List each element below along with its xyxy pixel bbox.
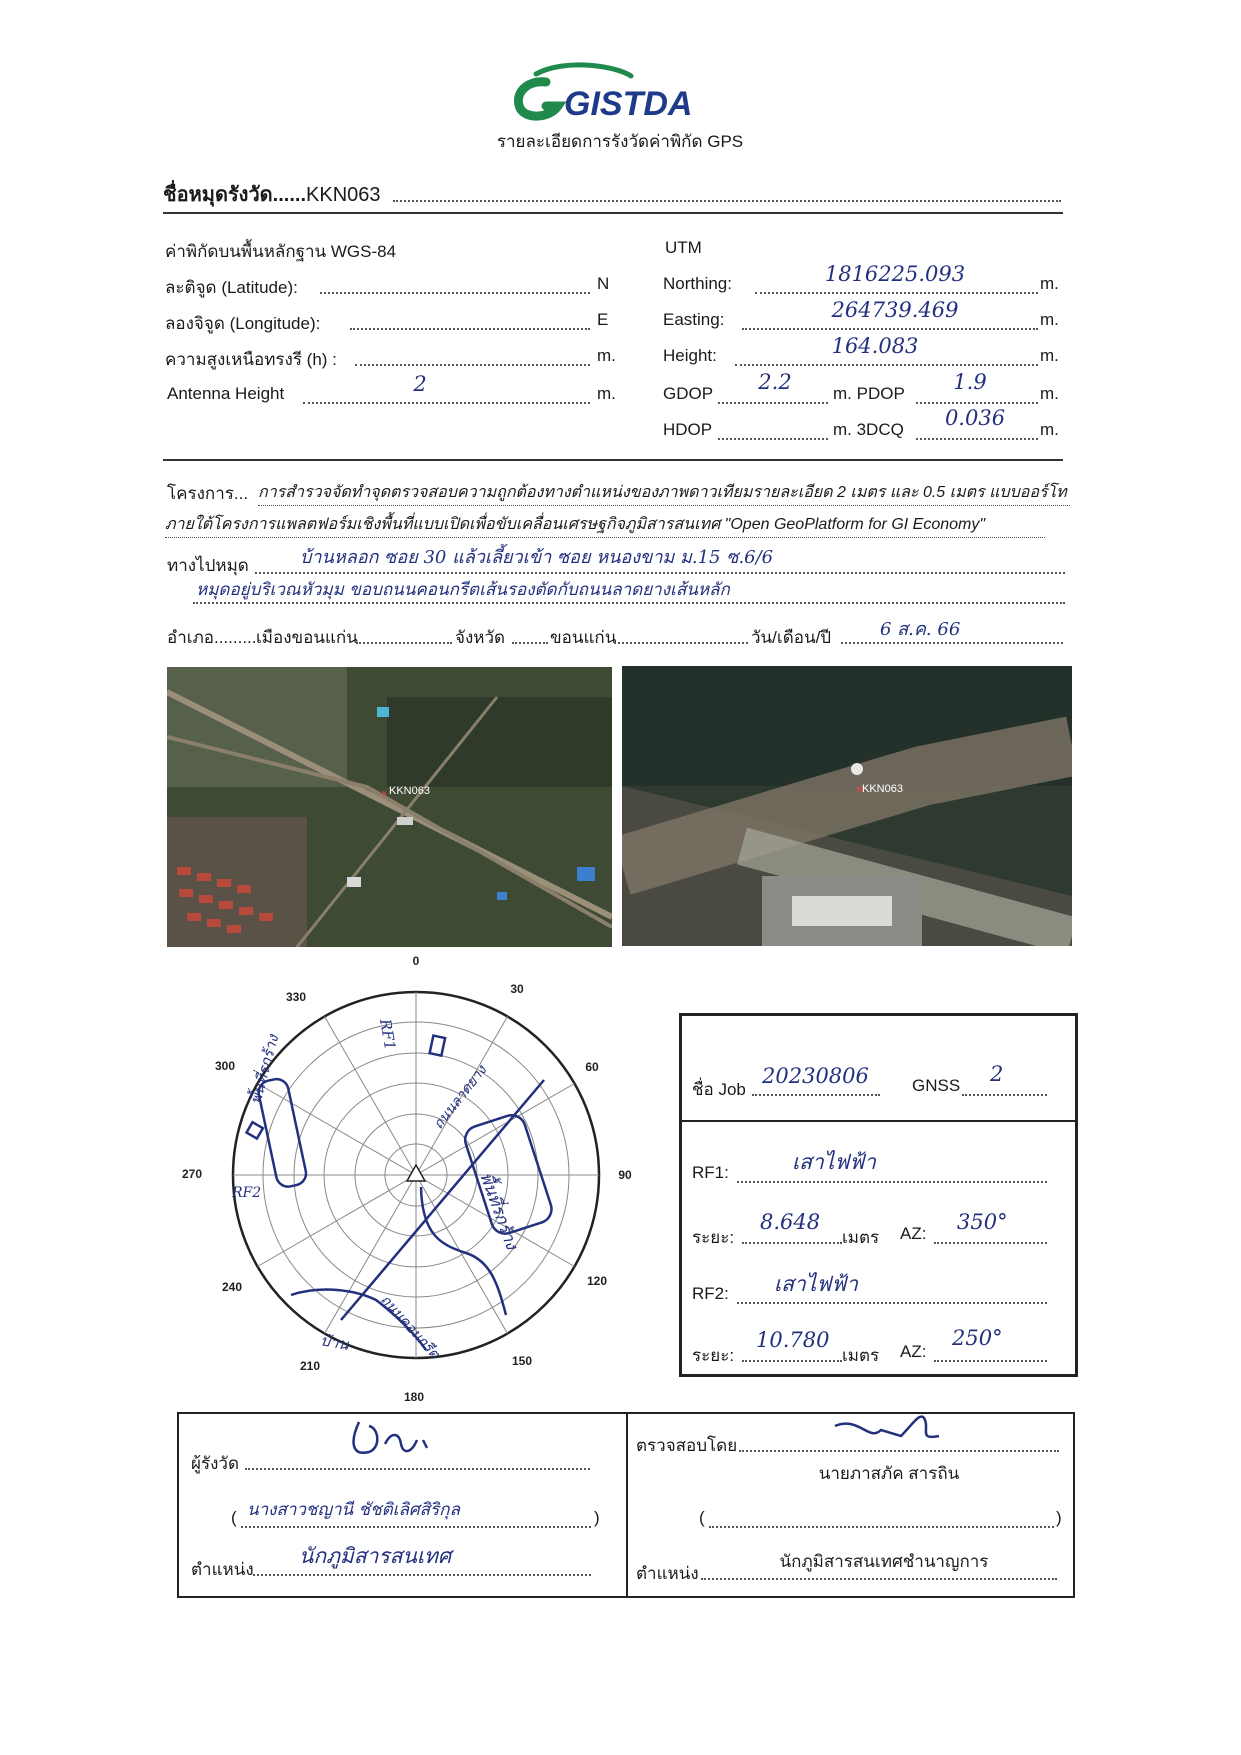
- gdop-field: [718, 402, 828, 404]
- distance2-unit: เมตร: [842, 1346, 880, 1365]
- pdop-field: [916, 402, 1038, 404]
- skyplot-label-330: 330: [285, 990, 307, 1004]
- skyplot-label-60: 60: [585, 1060, 599, 1074]
- easting-unit: m.: [1040, 310, 1059, 329]
- skyplot-note-rf2: RF2: [232, 1185, 262, 1201]
- checker-position: นักภูมิสารสนเทศชำนาญการ: [779, 1552, 989, 1571]
- province-field-pre: [512, 642, 548, 644]
- route-label: ทางไปหมุด: [167, 556, 249, 575]
- satellite-image-closeup: [622, 666, 1072, 946]
- surveyor-name-paren-open: (: [231, 1508, 237, 1527]
- rf2-value: เสาไฟฟ้า: [774, 1272, 858, 1296]
- station-dotline: [393, 200, 1061, 202]
- route-field-1: [255, 572, 1065, 574]
- latitude-label: ละติจูด (Latitude):: [165, 278, 298, 297]
- distance1-unit: เมตร: [842, 1228, 880, 1247]
- dcq-field: [916, 438, 1038, 440]
- northing-label: Northing:: [663, 274, 732, 293]
- skyplot-label-270: 270: [181, 1167, 203, 1181]
- utm-height-unit: m.: [1040, 346, 1059, 365]
- surveyor-label: ผู้รังวัด: [191, 1454, 239, 1473]
- divider-top: [163, 212, 1063, 214]
- dcq-unit: m.: [1040, 420, 1059, 439]
- surveyor-signature: [339, 1414, 449, 1466]
- gnss-value: 2: [990, 1062, 1004, 1086]
- overview-station-label: KKN063: [389, 785, 430, 797]
- gdop-value: 2.2: [758, 370, 792, 394]
- rf1-value: เสาไฟฟ้า: [792, 1150, 876, 1174]
- antenna-height-field: [303, 402, 590, 404]
- skyplot-label-300: 300: [214, 1059, 236, 1073]
- easting-label: Easting:: [663, 310, 725, 329]
- utm-heading: UTM: [665, 238, 702, 257]
- northing-field: [755, 292, 1038, 294]
- skyplot-label-30: 30: [510, 982, 524, 996]
- utm-height-label: Height:: [663, 346, 717, 365]
- province-label: จังหวัด: [455, 628, 506, 647]
- checker-position-field: [701, 1578, 1057, 1580]
- gnss-label: GNSS: [912, 1076, 961, 1095]
- azimuth1-value: 350°: [957, 1210, 1008, 1234]
- rf2-field: [737, 1302, 1047, 1304]
- checker-position-label: ตำแหน่ง: [636, 1564, 699, 1583]
- distance1-label: ระยะ:: [692, 1228, 735, 1247]
- azimuth1-label: AZ:: [900, 1224, 927, 1243]
- checker-name-paren-open: (: [699, 1508, 705, 1527]
- pdop-value: 1.9: [953, 370, 987, 394]
- signature-box: [177, 1412, 1075, 1598]
- skyplot-note-tree-left: พื้นที่รกร้าง: [246, 1032, 283, 1107]
- gdop-label: GDOP: [663, 384, 714, 403]
- longitude-label: ลองจิจูด (Longitude):: [165, 314, 321, 333]
- province-value: ขอนแก่น: [550, 628, 617, 647]
- signature-box-divider: [626, 1414, 628, 1596]
- job-label: ชื่อ Job: [692, 1080, 746, 1099]
- project-line1: การสำรวจจัดทำจุดตรวจสอบความถูกต้องทางตำแหน่งของภาพดาวเทียมรายละเอียด 2 เมตร และ 0.5 เมตร แบบออร์โท: [258, 480, 1070, 506]
- sky-plot: [170, 955, 660, 1410]
- skyplot-label-180: 180: [403, 1390, 425, 1404]
- project-line2: ภายใต้โครงการแพลตฟอร์มเชิงพื้นที่แบบเปิดเพื่อขับเคลื่อนเศรษฐกิจภูมิสารสนเทศ "Open GeoPlatform for GI Economy": [165, 512, 1045, 538]
- distance1-value: 8.648: [760, 1210, 821, 1234]
- skyplot-note-road-concrete: ถนนคอนกรีต: [377, 1291, 443, 1363]
- surveyor-name-paren-close: ): [594, 1508, 600, 1527]
- logo-wordmark: GISTDA: [564, 85, 693, 123]
- surveyor-position-label: ตำแหน่ง: [191, 1560, 254, 1579]
- overview-station-marker: ×: [381, 788, 388, 800]
- pdop-unit: m.: [1040, 384, 1059, 403]
- job-reference-box: [679, 1013, 1078, 1377]
- date-value: 6 ส.ค. 66: [880, 619, 961, 640]
- station-row: [163, 178, 1063, 210]
- utm-height-value: 164.083: [831, 334, 919, 358]
- skyplot-note-road-main: ถนนลาดยาง: [430, 1062, 490, 1133]
- route-line1: บ้านหลอก ซอย 30 แล้วเลี้ยวเข้า ซอย หนองขาม ม.15 ซ.6/6: [300, 547, 774, 568]
- checker-signature-field: [739, 1450, 1059, 1452]
- utm-height-field: [735, 364, 1038, 366]
- skyplot-label-120: 120: [586, 1274, 608, 1288]
- job-box-divider: [682, 1120, 1075, 1122]
- ellipsoid-height-label: ความสูงเหนือทรงรี (h) :: [165, 350, 337, 369]
- skyplot-label-90: 90: [618, 1168, 632, 1182]
- closeup-station-label: KKN063: [862, 783, 903, 795]
- checker-signature: [829, 1406, 949, 1450]
- satellite-image-overview: [167, 667, 612, 947]
- distance1-field: [742, 1242, 842, 1244]
- amphoe-field: [356, 642, 452, 644]
- longitude-unit: E: [597, 310, 609, 329]
- amphoe-label: อำเภอ.........: [167, 628, 257, 647]
- rf1-field: [737, 1181, 1047, 1183]
- skyplot-label-0: 0: [412, 955, 420, 968]
- checker-name: นายภาสภัค สารถิน: [818, 1464, 960, 1483]
- latitude-field: [320, 292, 590, 294]
- azimuth1-field: [934, 1242, 1047, 1244]
- checker-name-paren-close: ): [1056, 1508, 1062, 1527]
- document-subtitle: รายละเอียดการรังวัดค่าพิกัด GPS: [496, 132, 744, 151]
- checker-label: ตรวจสอบโดย: [636, 1436, 738, 1455]
- skyplot-note-rf1: RF1: [376, 1017, 400, 1052]
- northing-value: 1816225.093: [824, 262, 966, 286]
- hdop-label: HDOP: [663, 420, 713, 439]
- rf1-label: RF1:: [692, 1163, 729, 1182]
- station-label: ชื่อหมุดรังวัด......: [163, 184, 307, 206]
- route-line2: หมุดอยู่บริเวณหัวมุม ขอบถนนคอนกรีตเส้นรองตัดกับถนนลาดยางเส้นหลัก: [196, 580, 730, 600]
- wgs84-heading: ค่าพิกัดบนพื้นหลักฐาน WGS-84: [165, 242, 397, 261]
- skyplot-label-240: 240: [221, 1280, 243, 1294]
- longitude-field: [350, 328, 590, 330]
- skyplot-note-tree-right: พื้นที่รกร้าง: [475, 1169, 522, 1253]
- gistda-logo: [506, 60, 736, 130]
- easting-field: [742, 328, 1038, 330]
- amphoe-value: เมืองขอนแก่น: [256, 628, 358, 647]
- closeup-station-marker: ×: [856, 781, 865, 797]
- surveyor-signature-field: [245, 1468, 590, 1470]
- surveyor-name: นางสาวชญานี ชัชติเลิศสิริกุล: [247, 1500, 460, 1520]
- checker-name-field: [709, 1526, 1054, 1528]
- skyplot-note-house: บ้าน: [319, 1331, 351, 1354]
- project-label: โครงการ...: [167, 484, 249, 503]
- latitude-unit: N: [597, 274, 610, 293]
- skyplot-label-210: 210: [299, 1359, 321, 1373]
- distance2-value: 10.780: [756, 1328, 830, 1352]
- northing-unit: m.: [1040, 274, 1059, 293]
- pdop-label: m. PDOP: [833, 384, 905, 403]
- antenna-height-unit: m.: [597, 384, 616, 403]
- surveyor-name-field: [241, 1526, 591, 1528]
- hdop-field: [718, 438, 828, 440]
- surveyor-position: นักภูมิสารสนเทศ: [299, 1544, 452, 1568]
- job-value: 20230806: [762, 1064, 869, 1088]
- surveyor-position-field: [253, 1574, 591, 1576]
- ellipsoid-height-unit: m.: [597, 346, 616, 365]
- divider-project: [163, 459, 1063, 461]
- antenna-height-value: 2: [413, 372, 427, 396]
- azimuth2-field: [934, 1360, 1047, 1362]
- station-value: KKN063: [306, 184, 381, 206]
- dcq-value: 0.036: [944, 406, 1006, 430]
- distance2-label: ระยะ:: [692, 1346, 735, 1365]
- rf2-label: RF2:: [692, 1284, 729, 1303]
- azimuth2-value: 250°: [952, 1326, 1003, 1350]
- dcq-label: m. 3DCQ: [833, 420, 904, 439]
- gistda-logo-graphic: [506, 60, 736, 130]
- distance2-field: [742, 1360, 842, 1362]
- date-label: วัน/เดือน/ปี: [751, 628, 832, 647]
- ellipsoid-height-field: [355, 364, 590, 366]
- gnss-field: [962, 1094, 1047, 1096]
- skyplot-label-150: 150: [511, 1354, 533, 1368]
- antenna-height-label: Antenna Height: [167, 384, 285, 403]
- easting-value: 264739.469: [831, 298, 959, 322]
- azimuth2-label: AZ:: [900, 1342, 927, 1361]
- job-field: [752, 1094, 880, 1096]
- province-field: [614, 642, 748, 644]
